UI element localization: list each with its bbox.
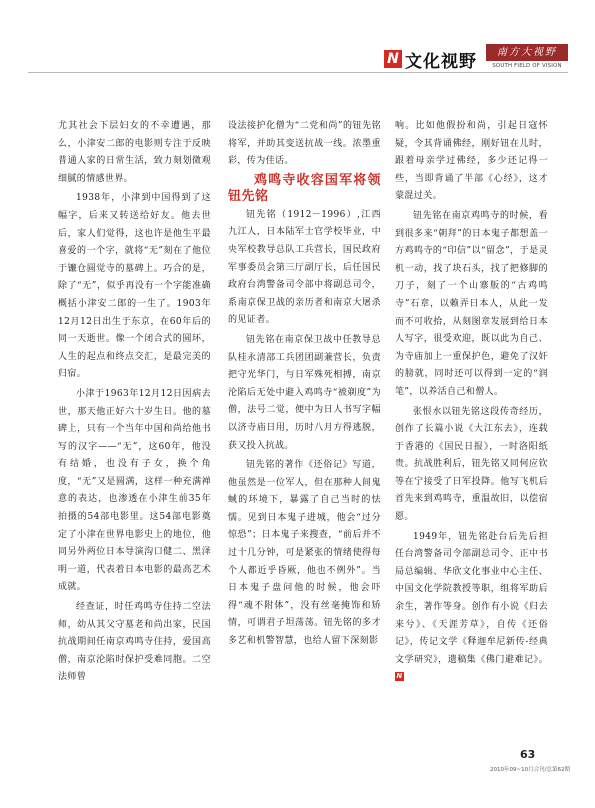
paragraph-text: 1949年，钮先铭赴台后先后担任台湾警备司令部副总司令、正中书局总编辑、华欣文化事业中心主任、中国文化学院教授等职，组将军助后余生，著作等身。创作有小说《归去来兮》、《天涯芳草》，自传《还俗记》，传记文学《释迦牟尼新传-经典文学研究》，遗稿集《佛门避难记》。 xyxy=(395,531,548,665)
page-number: 63 xyxy=(520,748,536,761)
paragraph: 钮先铭（1912－1996）,江西九江人，日本陆军士官学校毕业，中央军校教导总队工兵营长，国民政府军事委员会第三厅副厅长，后任国民政府台湾警备司令部中将副总司令，系南京保卫战的亲历者和南京大屠杀的见证者。 xyxy=(228,209,381,326)
paragraph: 经查证，时任鸡鸣寺住持二空法师，幼从其父守墓老和尚出家，民国抗战期间任南京鸡鸣寺住持，爱国高僧，南京沦陷时保护受难同胞。二空法师曾 xyxy=(58,602,211,683)
paragraph: 小津于1963年12月12日因病去世，那天他正好六十岁生日。他的墓碑上，只有一个当年中国和尚给他书写的汉字——“无”，这60年，他没有结婚，也没有子女，换个角度，“无”又是圆满，这样一种充满禅意的表达，也渗透在小津生前35年拍摄的54部电影里。这54部电影奠定了小津在世界电影史上的地位，他同另外两位日本导演沟口健二、黑泽明一道，代表着日本电影的最高艺术成就。 xyxy=(58,388,211,593)
brand-english: SOUTH FIELD OF VISION xyxy=(492,63,562,69)
paragraph xyxy=(395,529,548,687)
paragraph: 钮先铭的著作《还俗记》写道，他虽然是一位军人，但在那种人间鬼蜮的环境下，暴露了自己当时的怯懦。见到日本鬼子进城，他会“过分惊恐”；日本鬼子来搜查，“前后并不过十几分钟，可是紧张的情绪使得每个人都近乎昏厥，他也不例外”。当日本鬼子盘问他的时候，他会吓得“魂不附体”，没有丝毫掩饰和矫情，可谓君子坦荡荡。钮先铭的多才多艺和机警智慧，也给人留下深刻影 xyxy=(228,460,381,647)
paragraph: 设法接护化僧为“二党和尚”的钮先铭将军，并助其变送抗战一线。浓墨重彩，传为佳话。 xyxy=(228,121,381,167)
magazine-logo-icon: N xyxy=(384,50,402,68)
section-subheading: 鸡鸣寺收容国军将领钮先铭 xyxy=(228,172,381,204)
header-rule xyxy=(28,72,568,73)
paragraph: 张恨水以钮先铭这段传奇经历，创作了长篇小说《大江东去》，连载于香港的《国民日报》，一时洛阳纸贵。抗战胜利后，钮先铭又同何应钦等在宁接受了日军投降。他写飞机后首先来到鸡鸣寺，重温故旧，以偿宿愿。 xyxy=(395,406,548,523)
end-mark-icon: N xyxy=(396,672,403,681)
paragraph: 响。比如他假扮和尚，引起日寇怀疑，令其背诵佛经，刚好钮在儿时，跟着母亲学过佛经，多少还记得一些，当即背诵了半部《心经》，这才蒙混过关。 xyxy=(395,121,548,202)
paragraph: 钮先铭在南京鸡鸣寺的时候，看到很多来“朝拜”的日本鬼子都想盖一方鸡鸣寺的“印信”以“留念”，于是灵机一动，找了块石头，找了把修脚的刀子，刻了一个山寨版的“古鸡鸣寺”石章，以赖弄日本人，从此一发而不可收拾，从刻图章发展到给日本人写字，很受欢迎，既以此为自己、为寺庙加上一重保护色，避免了汉奸的膀就，同时还可以得到一定的“润笔”，以养活自己和僧人。 xyxy=(395,210,548,397)
article-column-1 xyxy=(58,118,211,687)
paragraph: 1938年，小津到中国得到了这幅字，后来又转送给好友。他去世后，家人们觉得，这也许是他生平最喜爱的一个字，就将“无”刻在了他位于镰仓圆觉寺的墓碑上。巧合的是，除了“无”，似乎再没有一个字能准确概括小津安二郎的一生了。1903年12月12日出生于东京，在60年后的同一天逝世。像一个闭合式的圆环，人生的起点和终点交汇，是最完美的归宿。 xyxy=(58,193,211,380)
paragraph: 钮先铭在南京保卫战中任教导总队桂永清部工兵团团副兼营长，负责把守光华门，与日军殊死相搏，南京沦陷后无处中避入鸡鸣寺“被剃度”为僧，法号二觉，便中为日人书写字幅以济寺庙日用，历时八月方得逃脱，获又投入抗战。 xyxy=(228,334,381,451)
paragraph: 尤其社会下层妇女的不幸遭遇，那么，小津安二郎的电影则专注于反映普通人家的日常生活，致力刻划微观细腻的情感世界。 xyxy=(58,121,211,184)
page-header xyxy=(384,44,568,72)
article-column-3 xyxy=(395,118,548,687)
section-title: 文化视野 xyxy=(405,52,477,72)
issue-info: 2010年09~10月合刊/总第62期 xyxy=(490,767,570,773)
brand-name: 南方大视野 xyxy=(486,44,568,61)
article-column-2 xyxy=(228,118,381,651)
